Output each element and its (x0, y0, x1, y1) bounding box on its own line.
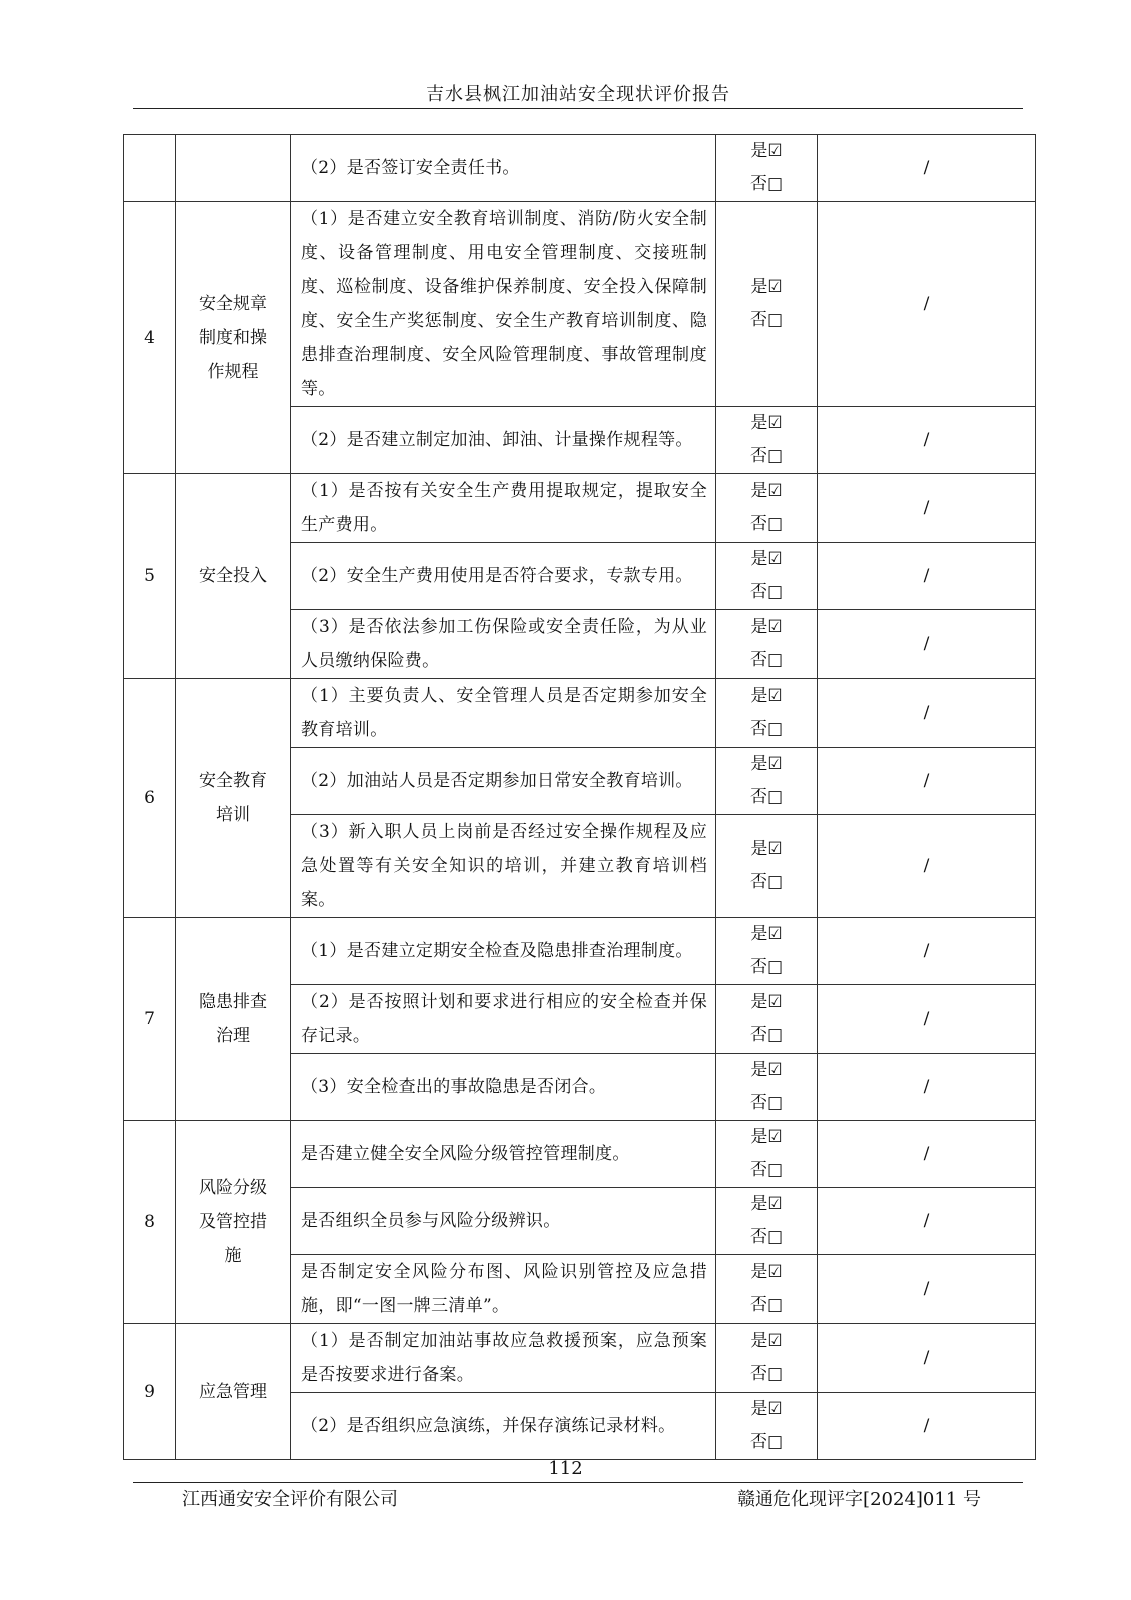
remark-cell: / (818, 1121, 1036, 1188)
requirement-cell: （1）是否建立定期安全检查及隐患排查治理制度。 (291, 918, 716, 985)
item-number-cell: 9 (124, 1324, 176, 1460)
requirement-cell: （2）安全生产费用使用是否符合要求，专款专用。 (291, 543, 716, 610)
yes-checked-option: 是☑ (750, 754, 783, 774)
answer-cell (716, 1255, 818, 1324)
table-row (124, 474, 1036, 543)
yes-checked-option: 是☑ (750, 413, 783, 433)
answer-cell (716, 407, 818, 474)
yes-checked-option: 是☑ (750, 1060, 783, 1080)
answer-cell (716, 748, 818, 815)
footer-company-name: 江西通安安全评价有限公司 (182, 1489, 398, 1510)
answer-cell (716, 1054, 818, 1121)
item-category-cell (176, 135, 291, 202)
no-unchecked-option: 否□ (749, 787, 784, 807)
requirement-cell: 是否制定安全风险分布图、风险识别管控及应急措施，即“一图一牌三清单”。 (291, 1255, 716, 1324)
no-unchecked-option: 否□ (749, 650, 784, 670)
answer-cell (716, 985, 818, 1054)
answer-cell (716, 679, 818, 748)
item-number-cell (124, 135, 176, 202)
yes-checked-option: 是☑ (750, 277, 783, 297)
item-number-cell: 6 (124, 679, 176, 918)
item-category-cell: 安全规章制度和操作规程 (176, 202, 291, 474)
table-row (124, 135, 1036, 202)
no-unchecked-option: 否□ (749, 1295, 784, 1315)
requirement-cell: （3）新入职人员上岗前是否经过安全操作规程及应急处置等有关安全知识的培训，并建立教育培训档案。 (291, 815, 716, 918)
answer-cell (716, 1324, 818, 1393)
requirement-cell: 是否建立健全安全风险分级管控管理制度。 (291, 1121, 716, 1188)
no-unchecked-option: 否□ (749, 1432, 784, 1452)
requirement-cell: （1）是否按有关安全生产费用提取规定，提取安全生产费用。 (291, 474, 716, 543)
remark-cell: / (818, 1324, 1036, 1393)
remark-cell: / (818, 1393, 1036, 1460)
yes-checked-option: 是☑ (750, 1127, 783, 1147)
item-number-cell: 8 (124, 1121, 176, 1324)
requirement-cell: （2）是否按照计划和要求进行相应的安全检查并保存记录。 (291, 985, 716, 1054)
answer-cell (716, 610, 818, 679)
page-header-title: 吉水县枫江加油站安全现状评价报告 (426, 84, 730, 105)
remark-cell: / (818, 202, 1036, 407)
item-category-cell: 安全投入 (176, 474, 291, 679)
no-unchecked-option: 否□ (749, 514, 784, 534)
footer-document-code: 赣通危化现评字[2024]011 号 (737, 1489, 981, 1510)
remark-cell: / (818, 543, 1036, 610)
no-unchecked-option: 否□ (749, 174, 784, 194)
yes-checked-option: 是☑ (750, 549, 783, 569)
table-row (124, 1121, 1036, 1188)
answer-cell (716, 1121, 818, 1188)
yes-checked-option: 是☑ (750, 141, 783, 161)
remark-cell: / (818, 815, 1036, 918)
no-unchecked-option: 否□ (749, 310, 784, 330)
no-unchecked-option: 否□ (749, 1025, 784, 1045)
remark-cell: / (818, 407, 1036, 474)
answer-cell (716, 918, 818, 985)
table-row (124, 679, 1036, 748)
item-number-cell: 5 (124, 474, 176, 679)
remark-cell: / (818, 474, 1036, 543)
requirement-cell: （1）是否建立安全教育培训制度、消防/防火安全制度、设备管理制度、用电安全管理制度、交接班制度、巡检制度、设备维护保养制度、安全投入保障制度、安全生产奖惩制度、安全生产教育培训制度、隐患排查治理制度、安全风险管理制度、事故管理制度等。 (291, 202, 716, 407)
no-unchecked-option: 否□ (749, 719, 784, 739)
page-number: 112 (548, 1458, 583, 1479)
answer-cell (716, 1393, 818, 1460)
requirement-cell: （3）是否依法参加工伤保险或安全责任险，为从业人员缴纳保险费。 (291, 610, 716, 679)
yes-checked-option: 是☑ (750, 1194, 783, 1214)
item-number-cell: 4 (124, 202, 176, 474)
no-unchecked-option: 否□ (749, 446, 784, 466)
yes-checked-option: 是☑ (750, 481, 783, 501)
no-unchecked-option: 否□ (749, 1364, 784, 1384)
no-unchecked-option: 否□ (749, 1160, 784, 1180)
remark-cell: / (818, 748, 1036, 815)
yes-checked-option: 是☑ (750, 992, 783, 1012)
no-unchecked-option: 否□ (749, 1227, 784, 1247)
answer-cell (716, 135, 818, 202)
header-divider (133, 108, 1023, 109)
requirement-cell: 是否组织全员参与风险分级辨识。 (291, 1188, 716, 1255)
answer-cell (716, 815, 818, 918)
answer-cell (716, 1188, 818, 1255)
requirement-cell: （1）主要负责人、安全管理人员是否定期参加安全教育培训。 (291, 679, 716, 748)
remark-cell: / (818, 135, 1036, 202)
yes-checked-option: 是☑ (750, 1399, 783, 1419)
yes-checked-option: 是☑ (750, 1262, 783, 1282)
remark-cell: / (818, 1188, 1036, 1255)
requirement-cell: （2）是否建立制定加油、卸油、计量操作规程等。 (291, 407, 716, 474)
answer-cell (716, 202, 818, 407)
yes-checked-option: 是☑ (750, 686, 783, 706)
item-category-cell: 风险分级及管控措施 (176, 1121, 291, 1324)
yes-checked-option: 是☑ (750, 924, 783, 944)
answer-cell (716, 543, 818, 610)
requirement-cell: （2）是否签订安全责任书。 (291, 135, 716, 202)
yes-checked-option: 是☑ (750, 839, 783, 859)
yes-checked-option: 是☑ (750, 1331, 783, 1351)
item-category-cell: 隐患排查治理 (176, 918, 291, 1121)
requirement-cell: （1）是否制定加油站事故应急救援预案，应急预案是否按要求进行备案。 (291, 1324, 716, 1393)
requirement-cell: （3）安全检查出的事故隐患是否闭合。 (291, 1054, 716, 1121)
remark-cell: / (818, 610, 1036, 679)
item-category-cell: 应急管理 (176, 1324, 291, 1460)
no-unchecked-option: 否□ (749, 957, 784, 977)
remark-cell: / (818, 985, 1036, 1054)
no-unchecked-option: 否□ (749, 872, 784, 892)
item-category-cell: 安全教育培训 (176, 679, 291, 918)
table-row (124, 918, 1036, 985)
answer-cell (716, 474, 818, 543)
safety-checklist-table (123, 134, 1036, 1460)
remark-cell: / (818, 1255, 1036, 1324)
item-number-cell: 7 (124, 918, 176, 1121)
remark-cell: / (818, 918, 1036, 985)
table-row (124, 202, 1036, 407)
no-unchecked-option: 否□ (749, 1093, 784, 1113)
remark-cell: / (818, 1054, 1036, 1121)
remark-cell: / (818, 679, 1036, 748)
requirement-cell: （2）加油站人员是否定期参加日常安全教育培训。 (291, 748, 716, 815)
table-row (124, 1324, 1036, 1393)
no-unchecked-option: 否□ (749, 582, 784, 602)
requirement-cell: （2）是否组织应急演练，并保存演练记录材料。 (291, 1393, 716, 1460)
yes-checked-option: 是☑ (750, 617, 783, 637)
footer-divider (133, 1482, 1023, 1483)
